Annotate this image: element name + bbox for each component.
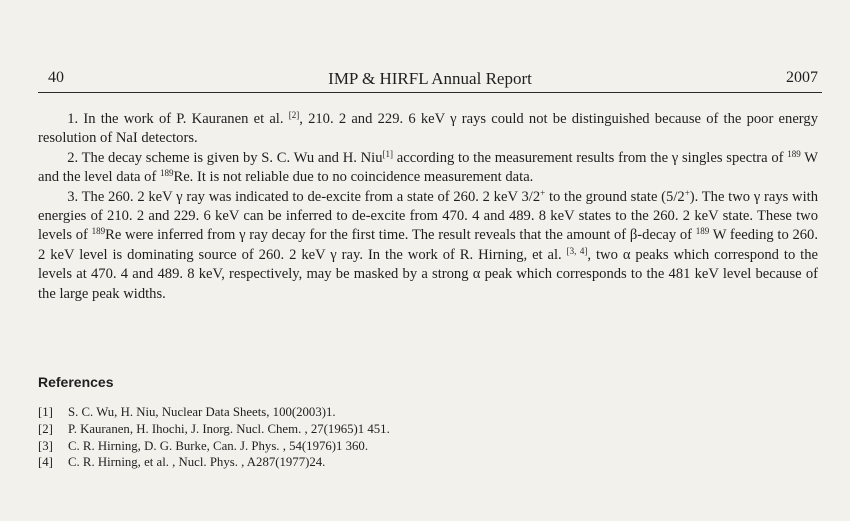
body-text [38, 110, 818, 304]
reference-number: [2] [38, 421, 53, 436]
report-year: 2007 [786, 69, 818, 86]
reference-number: [3] [38, 438, 53, 453]
paragraph-1: 1. In the work of P. Kauranen et al. [2], 210. 2 and 229. 6 keV γ rays could not be distinguished because of the poor energy resolution of NaI detectors. [38, 110, 818, 147]
superscript: [2] [288, 110, 300, 120]
reference-text: C. R. Hirning, D. G. Burke, Can. J. Phys. , 54(1976)1 360. [68, 438, 369, 453]
running-header [38, 66, 822, 93]
reference-item [38, 404, 818, 421]
superscript: 189 [695, 226, 710, 237]
superscript: + [540, 187, 546, 198]
reference-list [38, 404, 818, 471]
superscript: 189 [159, 168, 174, 179]
superscript: [1] [382, 148, 394, 159]
reference-number: [4] [38, 455, 53, 470]
paragraph-3: 3. The 260. 2 keV γ ray was indicated to de-excite from a state of 260. 2 keV 3/2+ to the ground state (5/2+). The two γ rays with energies of 210. 2 and 229. 6 keV can be inferred to de-excite from 470. 4 and 489. 8 keV states to the 260. 2 keV state. These two levels of $^{189}$Re were inferred from γ ray decay for the first time. The result reveals that the amount of β-decay of $^{189}$ W feeding to 260. 2 keV level is dominating source of 260. 2 keV γ ray. In the work of R. Hirning, et al. [3, 4], two α peaks which correspond to the levels at 470. 4 and 489. 8 keV, respectively, may be masked by a strong α peak which corresponds to the 481 keV level because of the large peak widths. [38, 187, 819, 302]
page-number: 40 [48, 69, 64, 86]
superscript: [3, 4] [566, 245, 588, 256]
reference-item [38, 421, 818, 438]
reference-text: P. Kauranen, H. Ihochi, J. Inorg. Nucl. Chem. , 27(1965)1 451. [68, 421, 390, 436]
references-heading: References [38, 374, 114, 390]
reference-text: C. R. Hirning, et al. , Nucl. Phys. , A287(1977)24. [68, 455, 326, 470]
journal-title: IMP & HIRFL Annual Report [328, 69, 532, 88]
superscript: + [684, 187, 690, 198]
reference-text: S. C. Wu, H. Niu, Nuclear Data Sheets, 100(2003)1. [68, 405, 336, 419]
superscript: 189 [787, 148, 801, 159]
reference-item [38, 438, 818, 455]
paragraph-2: 2. The decay scheme is given by S. C. Wu and H. Niu[1] according to the measurement results from the γ singles spectra of $^{189}$ W and the level data of $^{189}$Re. It is not reliable due to no coincidence measurement data. [38, 148, 818, 186]
reference-item [38, 454, 818, 471]
reference-number: [1] [38, 405, 53, 419]
superscript: 189 [91, 226, 106, 237]
